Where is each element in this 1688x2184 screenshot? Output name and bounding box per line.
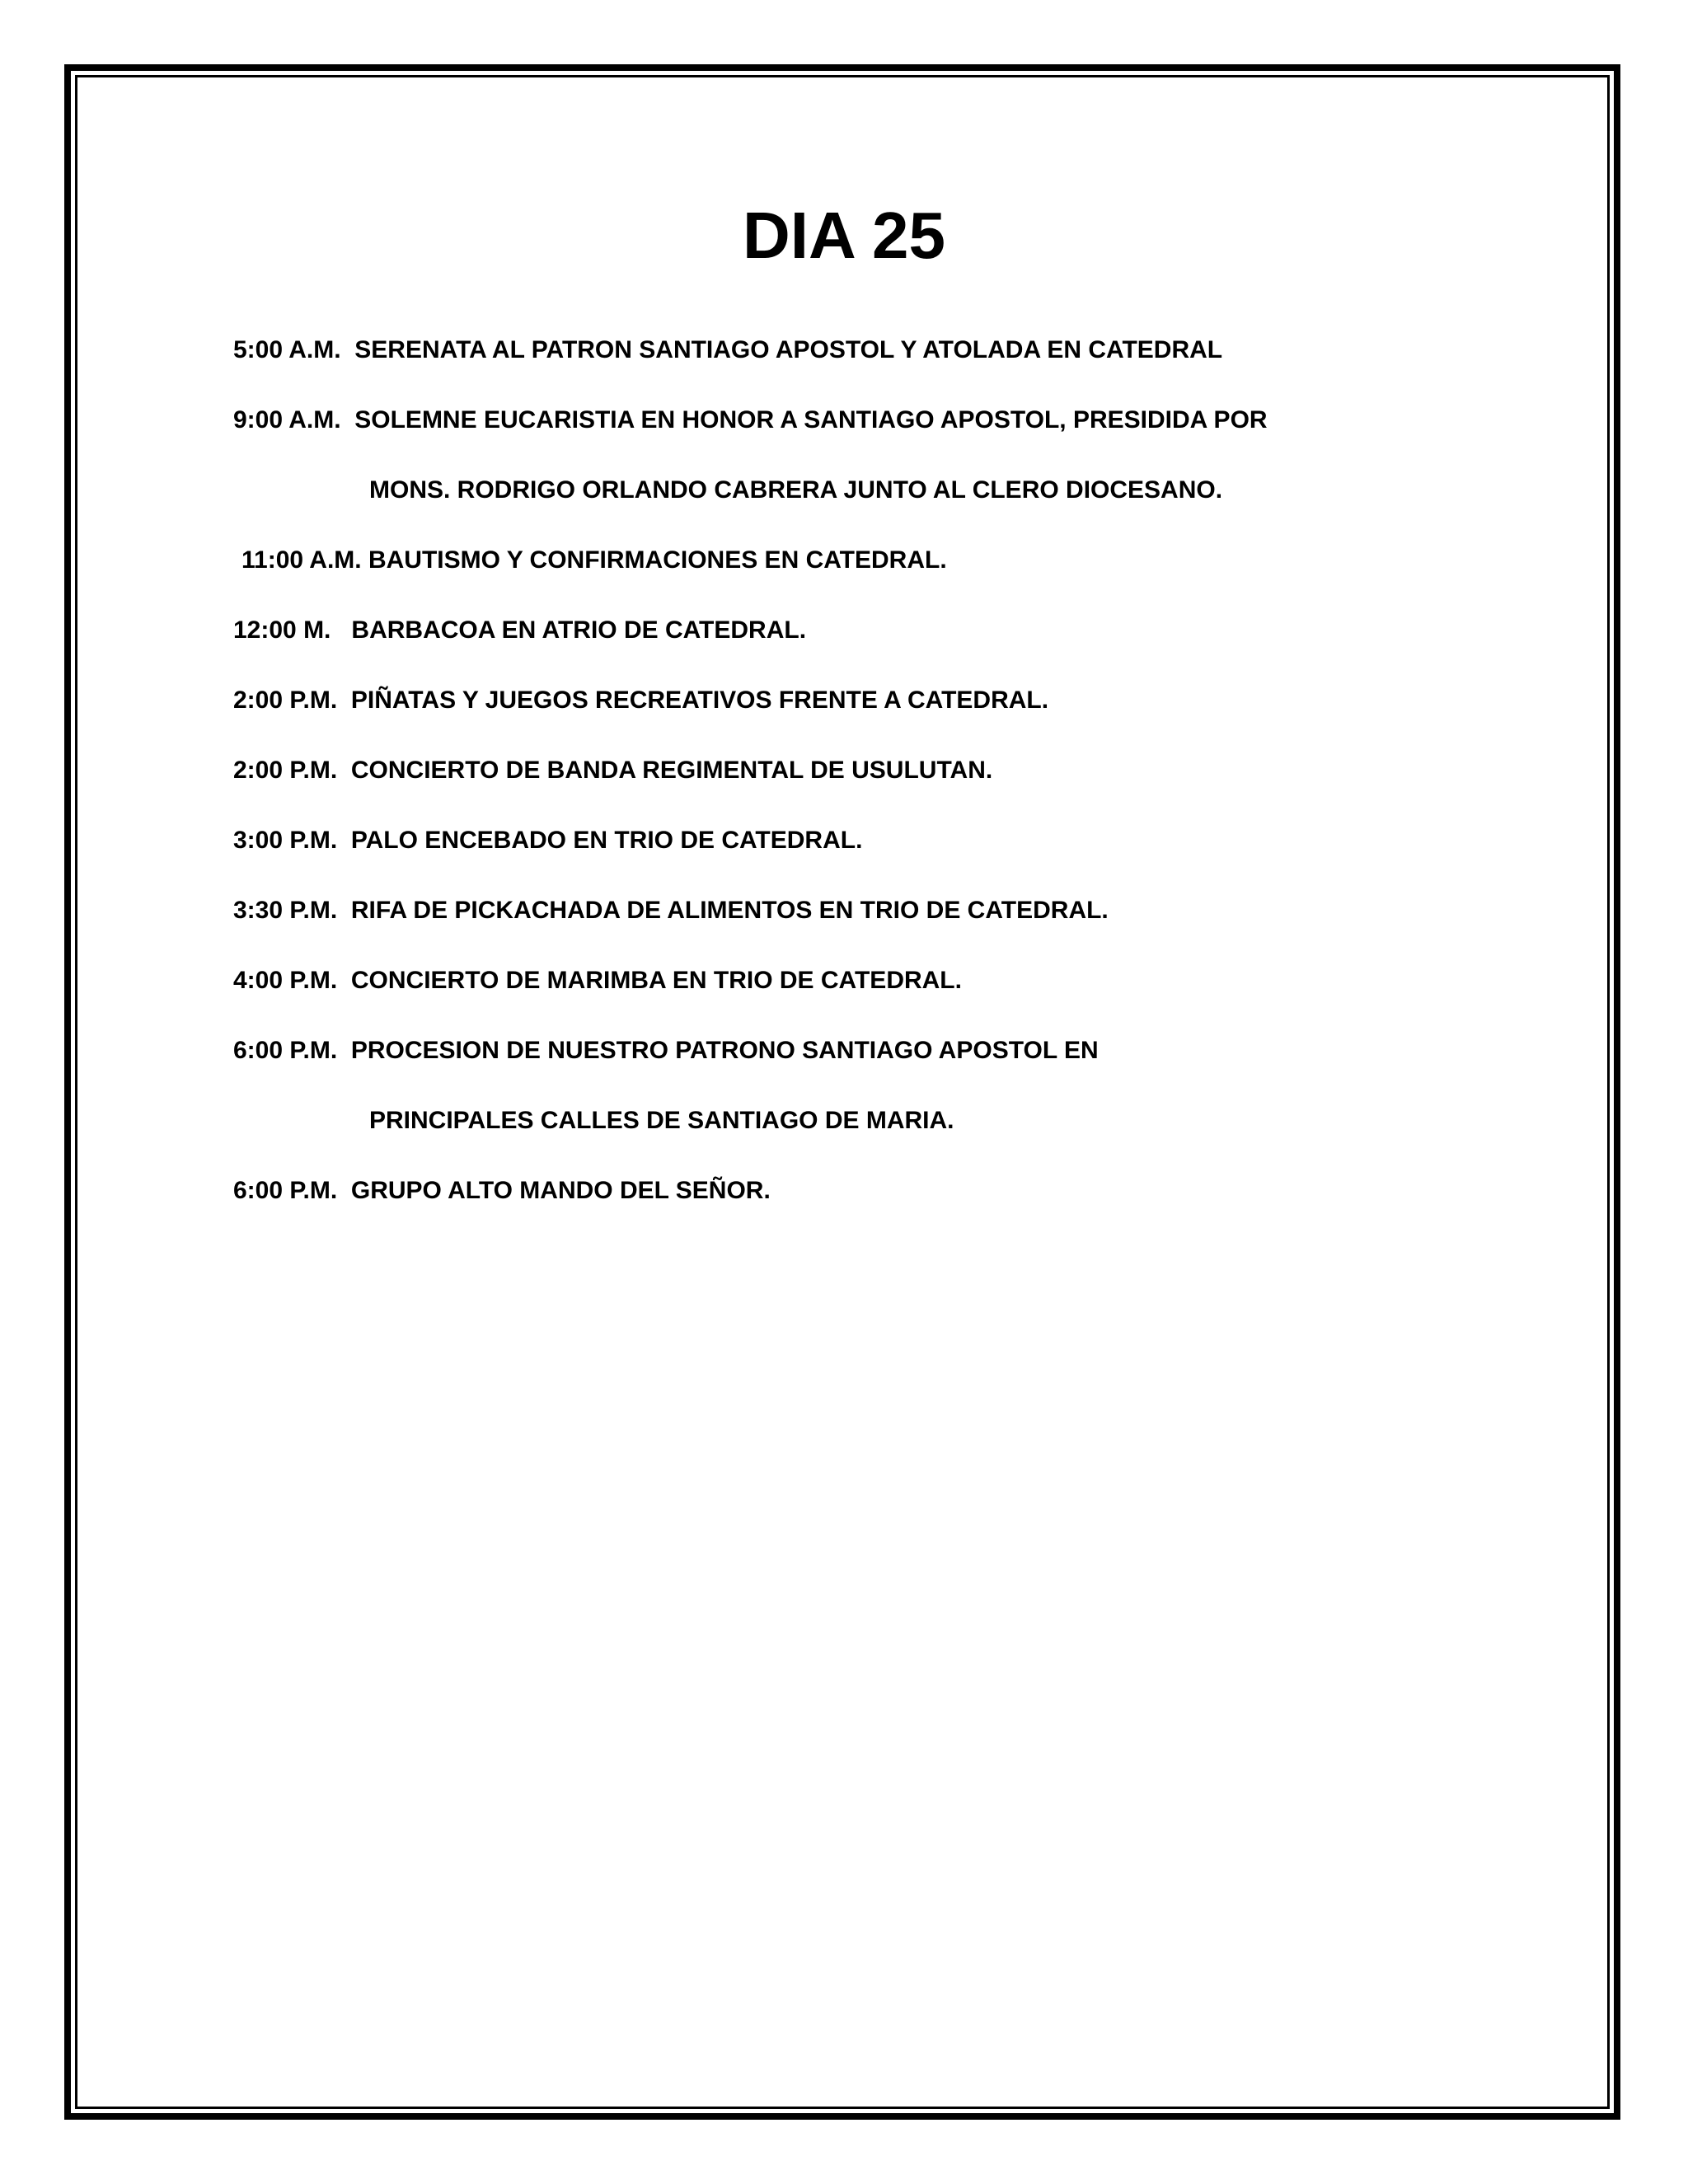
event-description: PALO ENCEBADO EN TRIO DE CATEDRAL. (350, 827, 863, 854)
event-description: PIÑATAS Y JUEGOS RECREATIVOS FRENTE A CATEDRAL. (350, 687, 1049, 714)
page-title: DIA 25 (742, 199, 945, 272)
event-time: 4:00 P.M. (233, 967, 338, 994)
event-description: CONCIERTO DE MARIMBA EN TRIO DE CATEDRAL. (350, 967, 962, 994)
schedule-line (233, 746, 1585, 816)
event-description: PRINCIPALES CALLES DE SANTIAGO DE MARIA. (369, 1107, 954, 1134)
schedule-line (233, 1026, 1585, 1096)
schedule-line (233, 606, 1585, 676)
schedule-line (233, 396, 1585, 466)
schedule-line (233, 956, 1585, 1026)
event-description: BAUTISMO Y CONFIRMACIONES EN CATEDRAL. (368, 546, 947, 574)
event-time: 2:00 P.M. (233, 757, 338, 784)
schedule-line (233, 886, 1585, 956)
schedule-line (233, 326, 1585, 396)
event-time: 3:00 P.M. (233, 827, 338, 854)
schedule-line (233, 536, 1585, 606)
event-time: 5:00 A.M. (233, 336, 341, 363)
event-description: SERENATA AL PATRON SANTIAGO APOSTOL Y ATOLADA EN CATEDRAL (354, 336, 1223, 363)
event-time: 12:00 M. (233, 616, 331, 644)
schedule-line-continuation (233, 1096, 1585, 1166)
event-description: SOLEMNE EUCARISTIA EN HONOR A SANTIAGO APOSTOL, PRESIDIDA POR (354, 406, 1268, 434)
schedule-line (233, 1166, 1585, 1236)
event-time: 6:00 P.M. (233, 1037, 338, 1064)
event-time: 3:30 P.M. (233, 897, 338, 924)
event-description: GRUPO ALTO MANDO DEL SEÑOR. (350, 1177, 771, 1204)
event-description: BARBACOA EN ATRIO DE CATEDRAL. (351, 616, 807, 644)
event-time: 9:00 A.M. (233, 406, 341, 434)
event-time: 2:00 P.M. (233, 687, 338, 714)
schedule-line-continuation (233, 466, 1585, 536)
event-description: RIFA DE PICKACHADA DE ALIMENTOS EN TRIO DE CATEDRAL. (350, 897, 1109, 924)
schedule-line (233, 676, 1585, 746)
event-time: 11:00 A.M. (241, 546, 362, 574)
schedule-list (233, 326, 1585, 1236)
schedule-line (233, 816, 1585, 886)
event-description: PROCESION DE NUESTRO PATRONO SANTIAGO APOSTOL EN (350, 1037, 1099, 1064)
event-time: 6:00 P.M. (233, 1177, 338, 1204)
event-description: CONCIERTO DE BANDA REGIMENTAL DE USULUTAN. (350, 757, 993, 784)
event-description: MONS. RODRIGO ORLANDO CABRERA JUNTO AL CLERO DIOCESANO. (369, 476, 1223, 504)
